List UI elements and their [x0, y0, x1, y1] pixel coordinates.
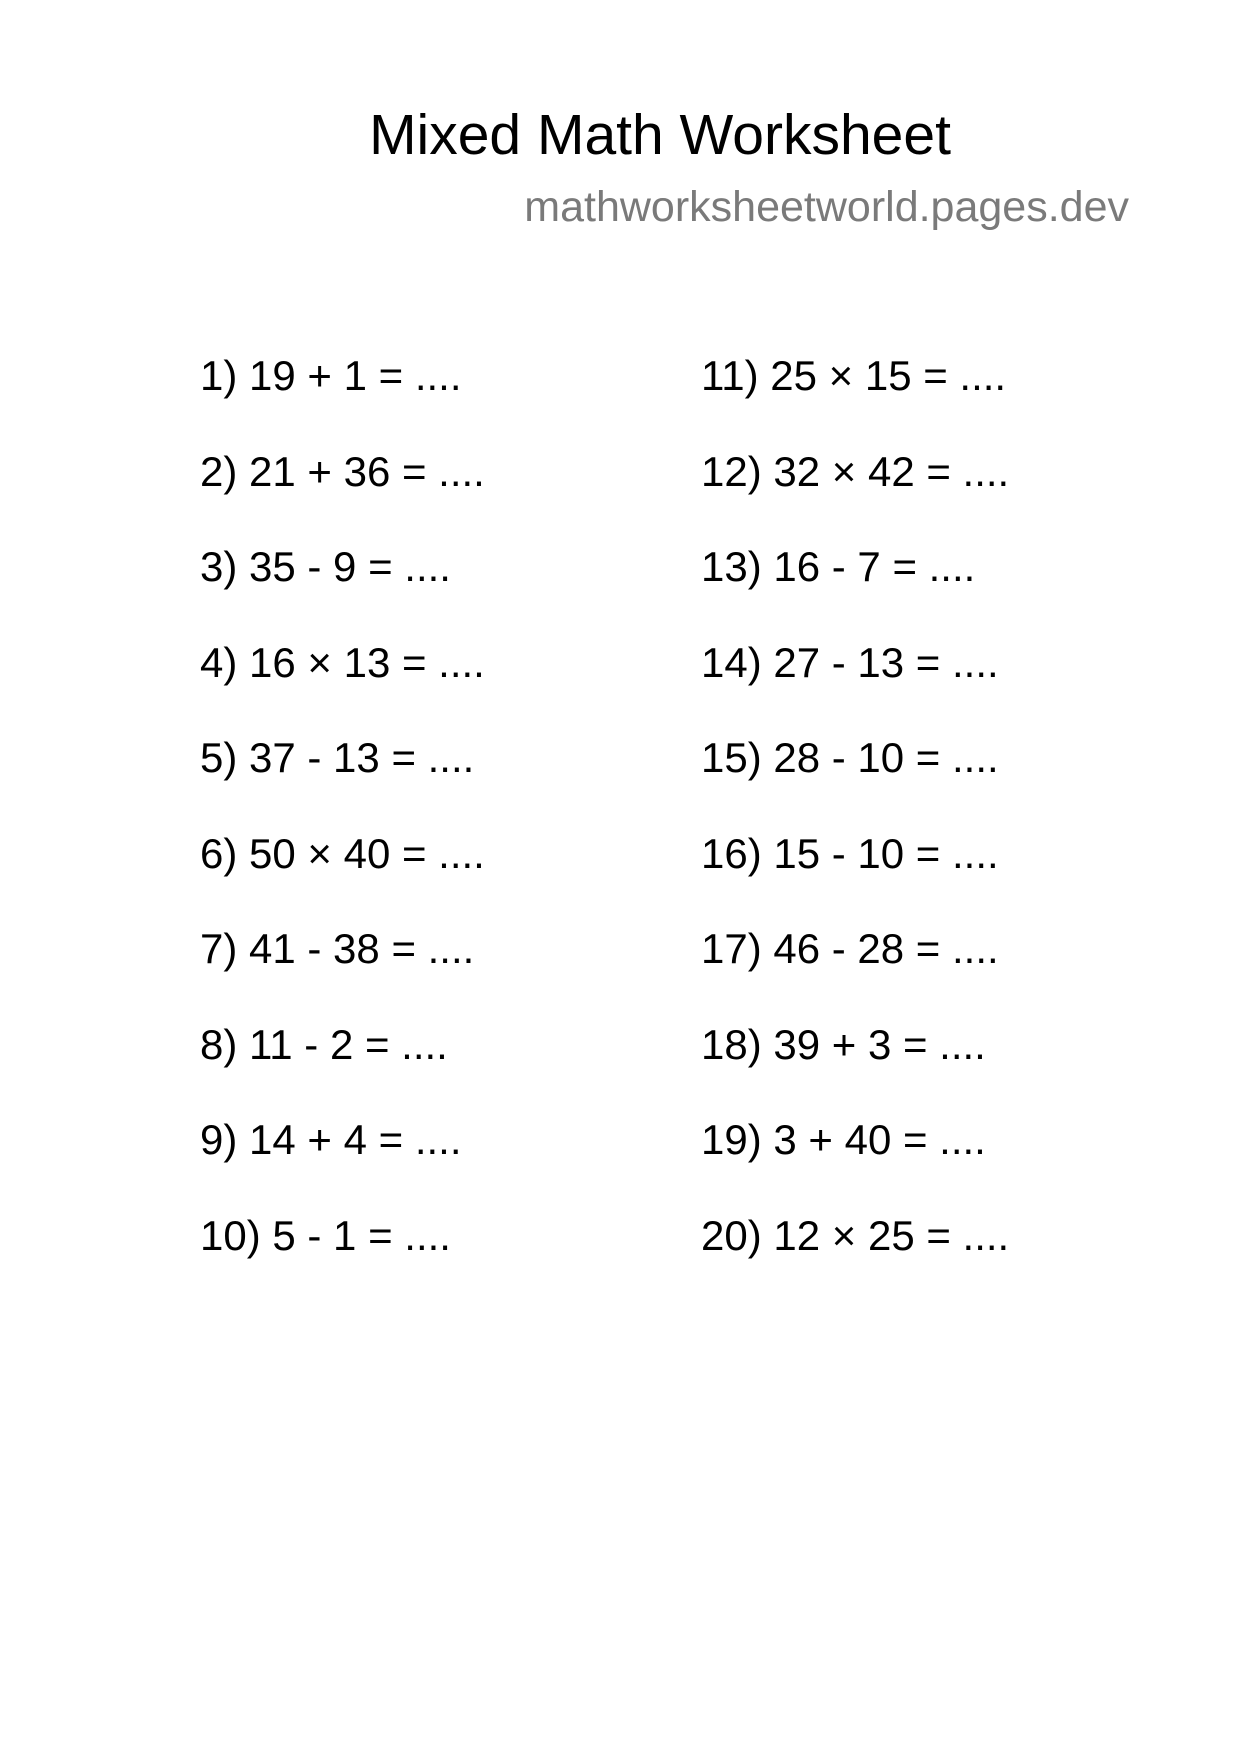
problems-column-right: [701, 348, 1009, 1303]
problem-item: 6) 50 × 40 = ....: [200, 829, 485, 877]
problem-item: 13) 16 - 7 = ....: [701, 543, 976, 590]
problem-item: 20) 12 × 25 = ....: [701, 1211, 1010, 1259]
problem-item: 9) 14 + 4 = ....: [200, 1116, 462, 1163]
problem-item: 3) 35 - 9 = ....: [200, 543, 451, 590]
problem-item: 5) 37 - 13 = ....: [200, 734, 475, 781]
problem-item: 16) 15 - 10 = ....: [701, 829, 999, 877]
page-title: Mixed Math Worksheet: [369, 103, 951, 167]
problem-item: 2) 21 + 36 = ....: [200, 447, 485, 495]
problem-item: 12) 32 × 42 = ....: [701, 447, 1010, 495]
problem-item: 4) 16 × 13 = ....: [200, 638, 485, 686]
problem-item: 14) 27 - 13 = ....: [701, 638, 999, 686]
problem-item: 11) 25 × 15 = ....: [701, 352, 1007, 399]
problem-item: 19) 3 + 40 = ....: [701, 1116, 986, 1163]
problem-item: 1) 19 + 1 = ....: [200, 352, 462, 399]
problem-item: 15) 28 - 10 = ....: [701, 734, 999, 781]
problem-item: 10) 5 - 1 = ....: [200, 1211, 451, 1259]
problems-column-left: [200, 348, 485, 1303]
problem-item: 7) 41 - 38 = ....: [200, 925, 475, 972]
problem-item: 18) 39 + 3 = ....: [701, 1020, 986, 1068]
problem-item: 8) 11 - 2 = ....: [200, 1020, 448, 1068]
site-url: mathworksheetworld.pages.dev: [524, 183, 1129, 231]
problem-item: 17) 46 - 28 = ....: [701, 925, 999, 972]
